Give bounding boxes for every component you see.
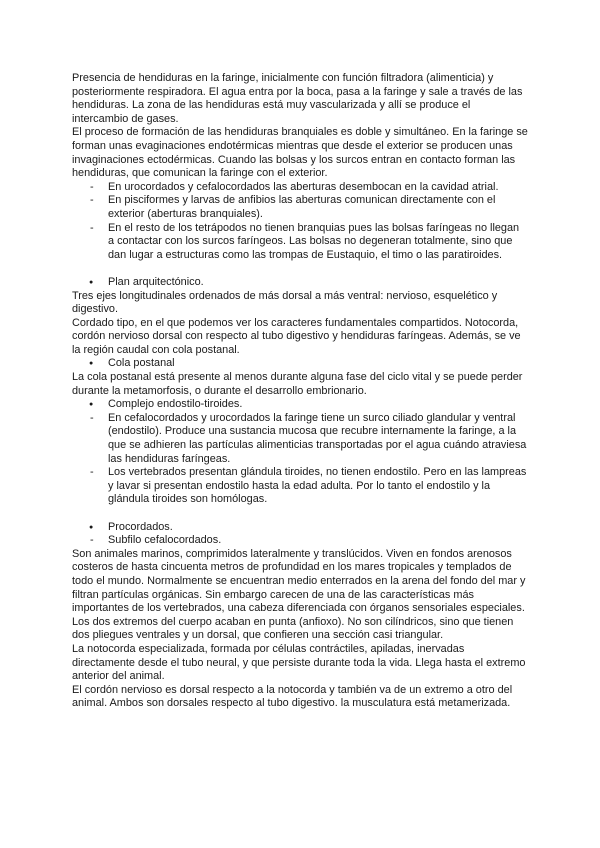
dash-list-item: - En cefalocordados y urocordados la faringe tiene un surco ciliado glandular y ventral (endostilo). Produce una sustancia mucosa que recubre internamente la faringe, a la que se adhieren las partículas alimenticias transportadas por el agua cuándo atraviesa las hendiduras faríngeas. xyxy=(72,412,528,466)
bullet-heading: ● Plan arquitectónico. xyxy=(72,276,528,290)
paragraph: La notocorda especializada, formada por células contráctiles, apiladas, inervadas directamente desde el tubo neural, y que persiste durante toda la vida. Llega hasta el extremo anterior del animal. xyxy=(72,642,526,683)
bullet-heading: ● Procordados. xyxy=(72,521,528,535)
paragraph: El proceso de formación de las hendiduras branquiales es doble y simultáneo. En la faringe se forman unas evaginaciones endotérmicas mientras que desde el exterior se producen unas invaginaciones ectodérmicas. Cuando las bolsas y los surcos entran en contacto forman las hendiduras, que comunican la faringe con el exterior. xyxy=(72,126,528,180)
paragraph: Tres ejes longitudinales ordenados de más dorsal a más ventral: nervioso, esquelético y digestivo. xyxy=(72,289,498,316)
blank-line xyxy=(72,262,528,276)
paragraph: Presencia de hendiduras en la faringe, inicialmente con función filtradora (alimenticia) y posteriormente respiradora. El agua entra por la boca, pasa a la faringe y sale a través de las hendiduras. La zona de las hendiduras está muy vascularizada y allí se produce el intercambio de gases. xyxy=(72,72,523,125)
paragraph: La cola postanal está presente al menos durante alguna fase del ciclo vital y se puede perder durante la metamorfosis, o durante el desarrollo embrionario. xyxy=(72,371,523,397)
dash-list-item: - Subfilo cefalocordados. xyxy=(72,534,528,548)
dash-list-item: - En urocordados y cefalocordados las aberturas desembocan en la cavidad atrial. xyxy=(72,181,528,195)
paragraph: Cordado tipo, en el que podemos ver los caracteres fundamentales compartidos. Notocorda, cordón nervioso dorsal con respecto al tubo digestivo y hendiduras faríngeas. Además, se ve la región caudal con cola postanal. xyxy=(72,316,521,356)
dash-list-item: - En pisciformes y larvas de anfibios las aberturas comunican directamente con el exterior (aberturas branquiales). xyxy=(72,194,528,221)
dash-list-item: - Los vertebrados presentan glándula tiroides, no tienen endostilo. Pero en las lampreas y lavar si presentan endostilo hasta la edad adulta. Por lo tanto el endostilo y la glándula tiroides son homólogas. xyxy=(72,466,528,507)
dash-list-item: - En el resto de los tetrápodos no tienen branquias pues las bolsas faríngeas no llegan a contactar con los surcos faríngeos. Las bolsas no degeneran totalmente, sino que dan lugar a estructuras como las trompas de Eustaquio, el timo o las paratiroides. xyxy=(72,222,528,263)
paragraph: Los dos extremos del cuerpo acaban en punta (anfioxo). No son cilíndricos, sino que tienen dos pliegues ventrales y un dorsal, que confieren una sección casi triangular. xyxy=(72,615,514,642)
paragraph: Son animales marinos, comprimidos lateralmente y translúcidos. Viven en fondos arenosos costeros de hasta cincuenta metros de profundidad en los mares tropicales y templados de todo el mundo. Normalmente se encuentran medio enterrados en la arena del fondo del mar y filtran partículas orgánicas. Sin embargo carecen de una de las características más importantes de los vertebrados, una cabeza diferenciada con órganos sensoriales especiales. xyxy=(72,547,526,615)
bullet-heading: ● Complejo endostilo-tiroides. xyxy=(72,398,528,412)
paragraph: El cordón nervioso es dorsal respecto a la notocorda y también va de un extremo a otro del animal. Ambos son dorsales respecto al tubo digestivo. la musculatura está metamerizada. xyxy=(72,683,513,710)
bullet-heading: ● Cola postanal xyxy=(72,357,528,371)
blank-line xyxy=(72,507,528,521)
document-page xyxy=(72,72,528,711)
